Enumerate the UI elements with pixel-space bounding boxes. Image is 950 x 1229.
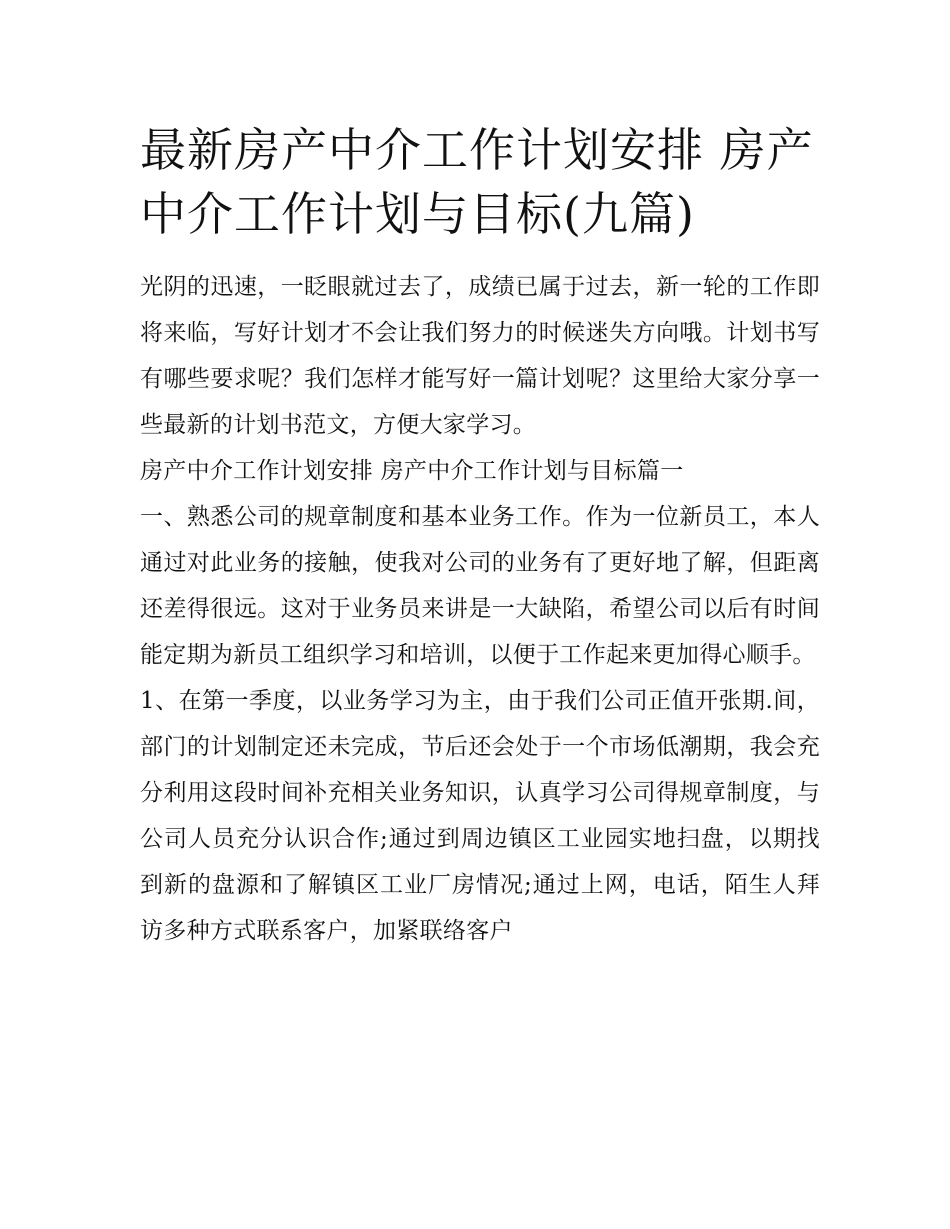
section-heading: 房产中介工作计划安排 房产中介工作计划与目标篇一 xyxy=(140,458,684,484)
document-title: 最新房产中介工作计划安排 房产中介工作计划与目标(九篇) xyxy=(140,123,814,241)
document-page xyxy=(140,118,820,954)
body-paragraph-2: 1、在第一季度，以业务学习为主，由于我们公司正值开张期.间，部门的计划制定还未完成，节后还会处于一个市场低潮期，我会充分利用这段时间补充相关业务知识，认真学习公司得规章制度，与公司人员充分认识合作;通过到周边镇区工业园实地扫盘，以期找到新的盘源和了解镇区工业厂房情况;通过上网，电话，陌生人拜访多种方式联系客户，加紧联络客户 xyxy=(140,688,820,944)
body-paragraph-1: 一、熟悉公司的规章制度和基本业务工作。作为一位新员工，本人通过对此业务的接触，使我对公司的业务有了更好地了解，但距离还差得很远。这对于业务员来讲是一大缺陷，希望公司以后有时间能定期为新员工组织学习和培训，以便于工作起来更加得心顺手。 xyxy=(140,504,820,668)
intro-paragraph: 光阴的迅速，一眨眼就过去了，成绩已属于过去，新一轮的工作即将来临，写好计划才不会让我们努力的时候迷失方向哦。计划书写有哪些要求呢？我们怎样才能写好一篇计划呢？这里给大家分享一些最新的计划书范文，方便大家学习。 xyxy=(140,274,820,438)
